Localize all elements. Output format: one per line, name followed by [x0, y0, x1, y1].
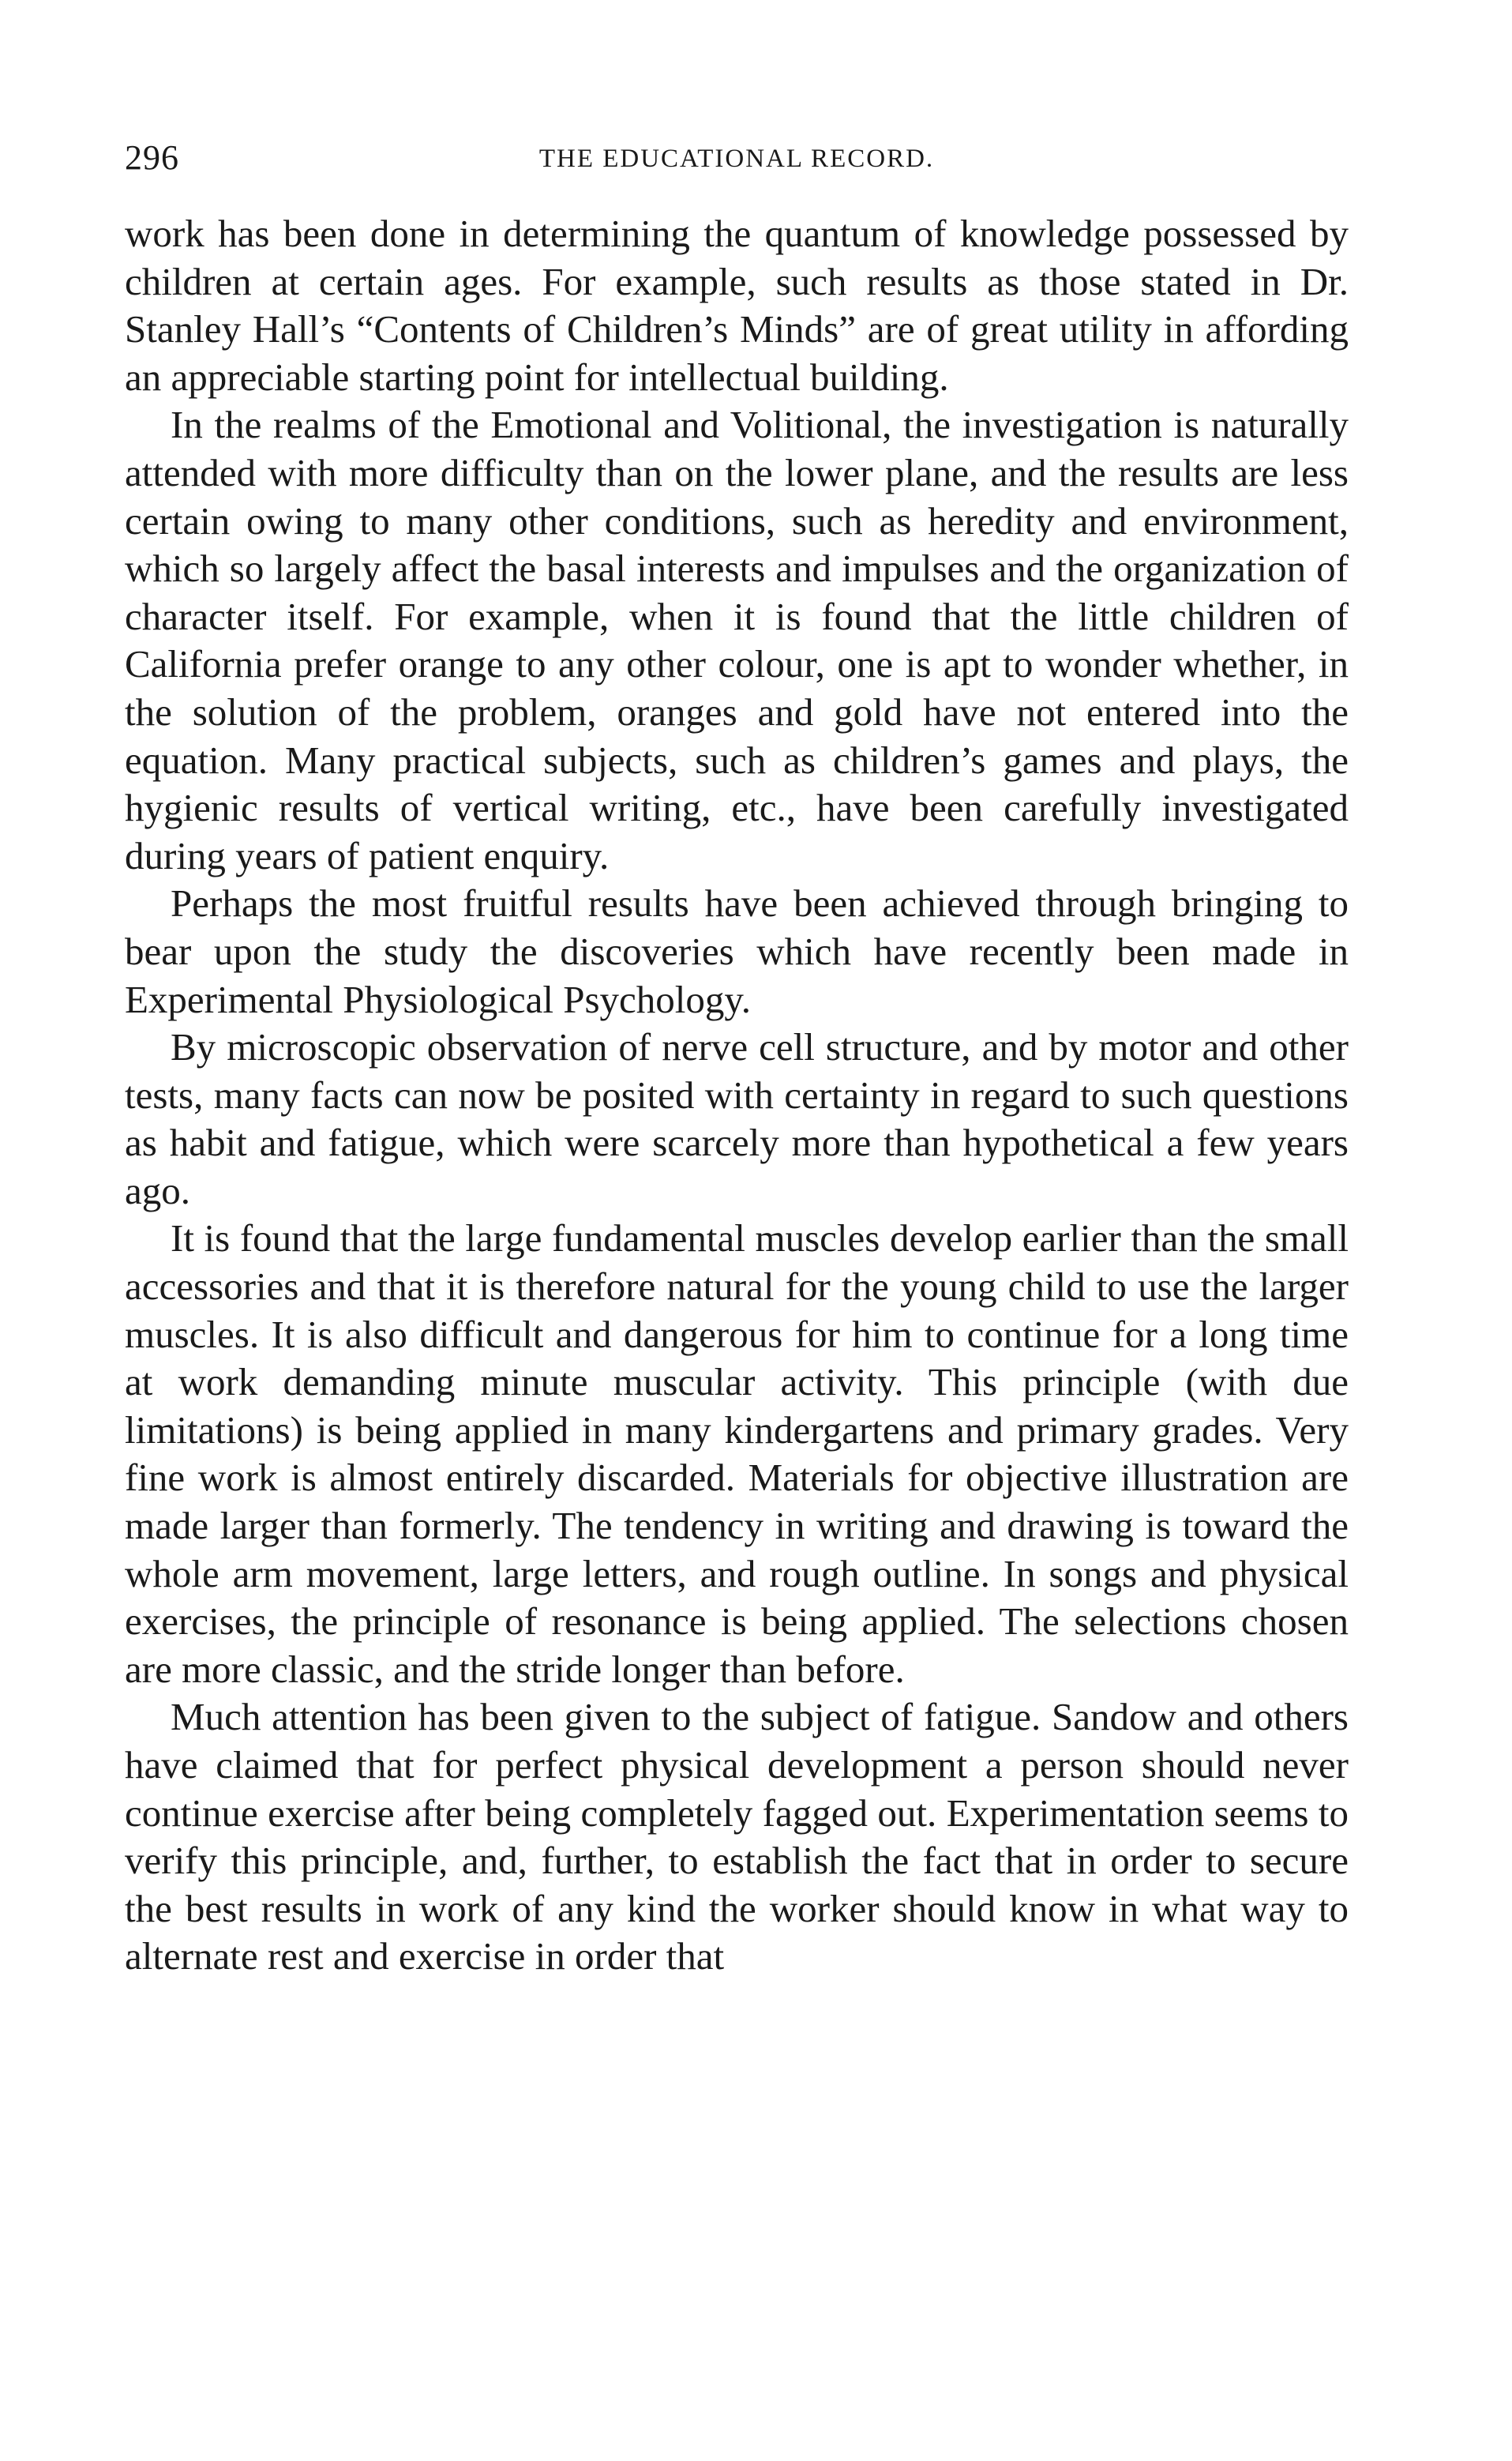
- journal-title: THE EDUCATIONAL RECORD.: [538, 145, 935, 173]
- paragraph-emotional-volitional: In the realms of the Emotional and Volitional, the investigation is naturally attended with more difficulty than on the lower plane, and the results are less certain owing to many other conditions, such as heredity and environment, which so largely affect the basal interests and impulses and the organization of character itself. For example, when it is found that the little children of California prefer orange to any other colour, one is apt to wonder whether, in the solution of the problem, oranges and gold have not entered into the equation. Many practical subjects, such as children’s games and plays, the hygienic results of vertical writing, etc., have been carefully investigated during years of patient enquiry.: [125, 403, 1349, 877]
- paragraph-muscle-development: It is found that the large fundamental muscles develop earlier than the small accessories and that it is therefore natural for the young child to use the larger muscles. It is also difficult and dangerous for him to continue for a long time at work demanding minute muscular activity. This principle (with due limitations) is being applied in many kindergartens and primary grades. Very fine work is almost entirely discarded. Materials for objective illustration are made larger than formerly. The tendency in writing and drawing is toward the whole arm movement, large letters, and rough outline. In songs and physical exercises, the principle of resonance is being applied. The selections chosen are more classic, and the stride longer than before.: [125, 1216, 1349, 1691]
- page-number: 296: [125, 138, 179, 177]
- paragraph-fatigue: Much attention has been given to the subject of fatigue. Sandow and others have claimed that for perfect physical development a person should never continue exercise after being completely fagged out. Experimentation seems to verify this principle, and, further, to establish the fact that in order to secure the best results in work of any kind the worker should know in what way to alternate rest and exercise in order that: [125, 1695, 1349, 1978]
- paragraph-nerve-cell-structure: By microscopic observation of nerve cell structure, and by motor and other tests, many facts can now be posited with certainty in regard to such questions as habit and fatigue, which were scarcely more than hypothetical a few years ago.: [125, 1025, 1349, 1212]
- paragraph-experimental-psychology: Perhaps the most fruitful results have been achieved through bringing to bear upon the study the discoveries which have recently been made in Experimental Physiological Psychology.: [125, 881, 1349, 1021]
- paragraph-continuation: work has been done in determining the quantum of knowledge possessed by children at certain ages. For example, such results as those stated in Dr. Stanley Hall’s “Contents of Children’s Minds” are of great utility in affording an appreciable starting point for intellectual building.: [125, 212, 1349, 399]
- book-page: [125, 134, 1349, 1981]
- body-text: [125, 210, 1349, 1981]
- running-head: [125, 134, 1349, 190]
